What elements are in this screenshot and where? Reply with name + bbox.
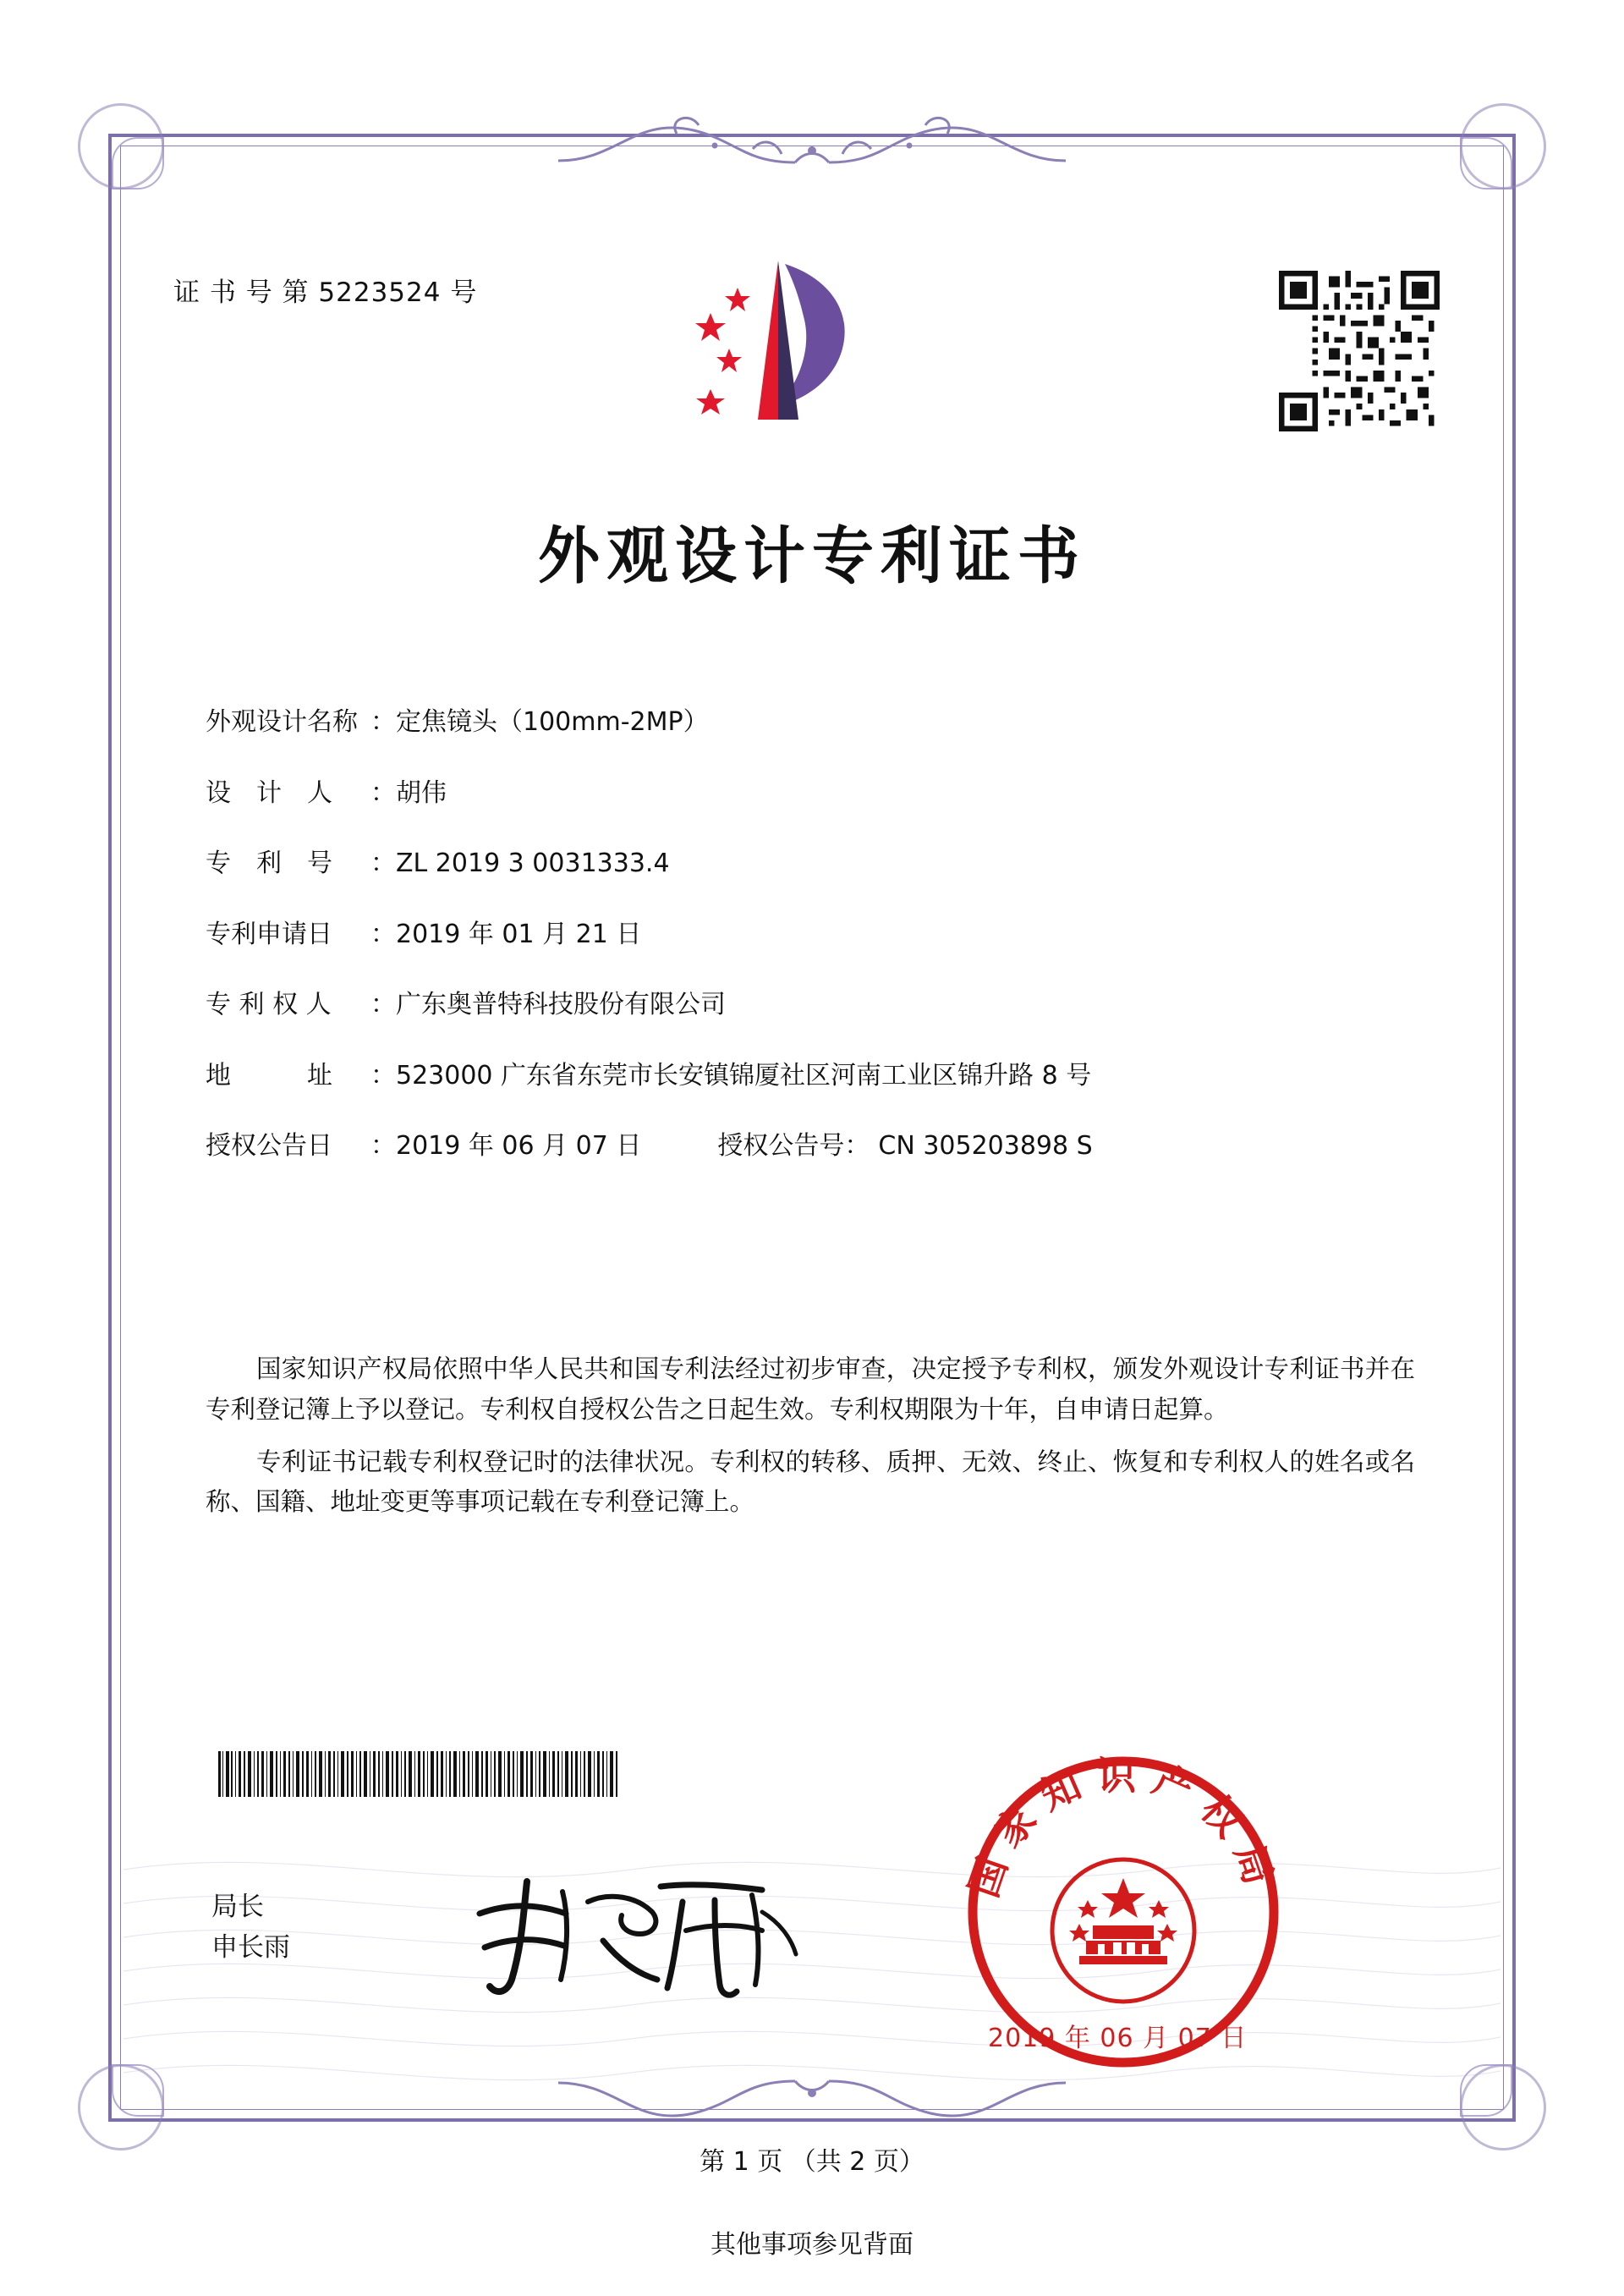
field-value: 2019 年 01 月 21 日 bbox=[396, 919, 642, 949]
field-label: 设 计 人 bbox=[206, 777, 332, 808]
director-signature bbox=[461, 1853, 816, 2013]
qr-code-icon bbox=[1279, 271, 1440, 431]
cnipa-emblem-icon bbox=[677, 254, 888, 448]
field-application-date bbox=[206, 916, 1407, 953]
field-designer bbox=[206, 775, 1407, 812]
field-label: 专利申请日 bbox=[206, 919, 332, 949]
field-label: 外观设计名称 bbox=[206, 707, 358, 737]
corner-flourish-bottom-right-icon bbox=[1416, 2020, 1517, 2122]
field-colon-secondary: ： bbox=[844, 1131, 870, 1161]
certificate-number: 证 书 号 第 5223524 号 bbox=[173, 277, 478, 308]
legal-text bbox=[206, 1349, 1415, 1535]
field-colon: ： bbox=[370, 919, 396, 949]
corner-flourish-top-right-icon bbox=[1416, 132, 1517, 233]
certificate-fields bbox=[206, 704, 1407, 1199]
field-colon: ： bbox=[370, 1131, 396, 1161]
director-block bbox=[211, 1887, 290, 1968]
top-ornament-icon bbox=[541, 100, 1083, 171]
field-colon: ： bbox=[370, 849, 396, 878]
director-name: 申长雨 bbox=[211, 1932, 290, 1964]
field-address bbox=[206, 1057, 1407, 1095]
field-patent-number bbox=[206, 845, 1407, 882]
legal-paragraph-2: 专利证书记载专利权登记时的法律状况。专利权的转移、质押、无效、终止、恢复和专利权人的姓名或名称、国籍、地址变更等事项记载在专利登记簿上。 bbox=[206, 1447, 1415, 1517]
corner-flourish-top-left-icon bbox=[107, 132, 208, 233]
field-value: 523000 广东省东莞市长安镇锦厦社区河南工业区锦升路 8 号 bbox=[396, 1060, 1092, 1090]
field-value: 2019 年 06 月 07 日 bbox=[396, 1131, 642, 1161]
field-patentee bbox=[206, 986, 1407, 1024]
field-label: 专 利 权 人 bbox=[206, 990, 332, 1019]
page-number: 第 1 页 （共 2 页） bbox=[700, 2147, 924, 2177]
seal-date: 2019 年 06 月 07 日 bbox=[988, 2024, 1248, 2053]
legal-paragraph-1: 国家知识产权局依照中华人民共和国专利法经过初步审查，决定授予专利权，颁发外观设计专利证书并在专利登记簿上予以登记。专利权自授权公告之日起生效。专利权期限为十年，自申请日起算。 bbox=[206, 1354, 1415, 1424]
field-colon: ： bbox=[370, 1060, 396, 1090]
page-title: 外观设计专利证书 bbox=[538, 520, 1086, 592]
field-label-secondary: 授权公告号 bbox=[717, 1131, 845, 1161]
barcode bbox=[218, 1751, 633, 1797]
field-value: 胡伟 bbox=[396, 777, 447, 808]
field-label: 授权公告日 bbox=[206, 1131, 332, 1161]
field-grant-announcement bbox=[206, 1128, 1407, 1165]
field-colon: ： bbox=[370, 707, 396, 737]
corner-flourish-bottom-left-icon bbox=[107, 2020, 208, 2122]
back-side-note: 其他事项参见背面 bbox=[710, 2230, 914, 2260]
field-value-secondary: CN 305203898 S bbox=[878, 1131, 1093, 1161]
field-design-name bbox=[206, 704, 1407, 741]
field-label: 专 利 号 bbox=[206, 849, 332, 878]
field-colon: ： bbox=[370, 990, 396, 1019]
svg-text:国家知识产权局: 国家知识产权局 bbox=[960, 1753, 1287, 1903]
field-value: 广东奥普特科技股份有限公司 bbox=[396, 990, 726, 1019]
director-label: 局长 bbox=[211, 1892, 264, 1922]
field-value: ZL 2019 3 0031333.4 bbox=[396, 849, 670, 878]
field-colon: ： bbox=[370, 777, 396, 808]
field-label: 地 址 bbox=[206, 1060, 332, 1090]
field-value: 定焦镜头（100mm-2MP） bbox=[396, 707, 709, 737]
